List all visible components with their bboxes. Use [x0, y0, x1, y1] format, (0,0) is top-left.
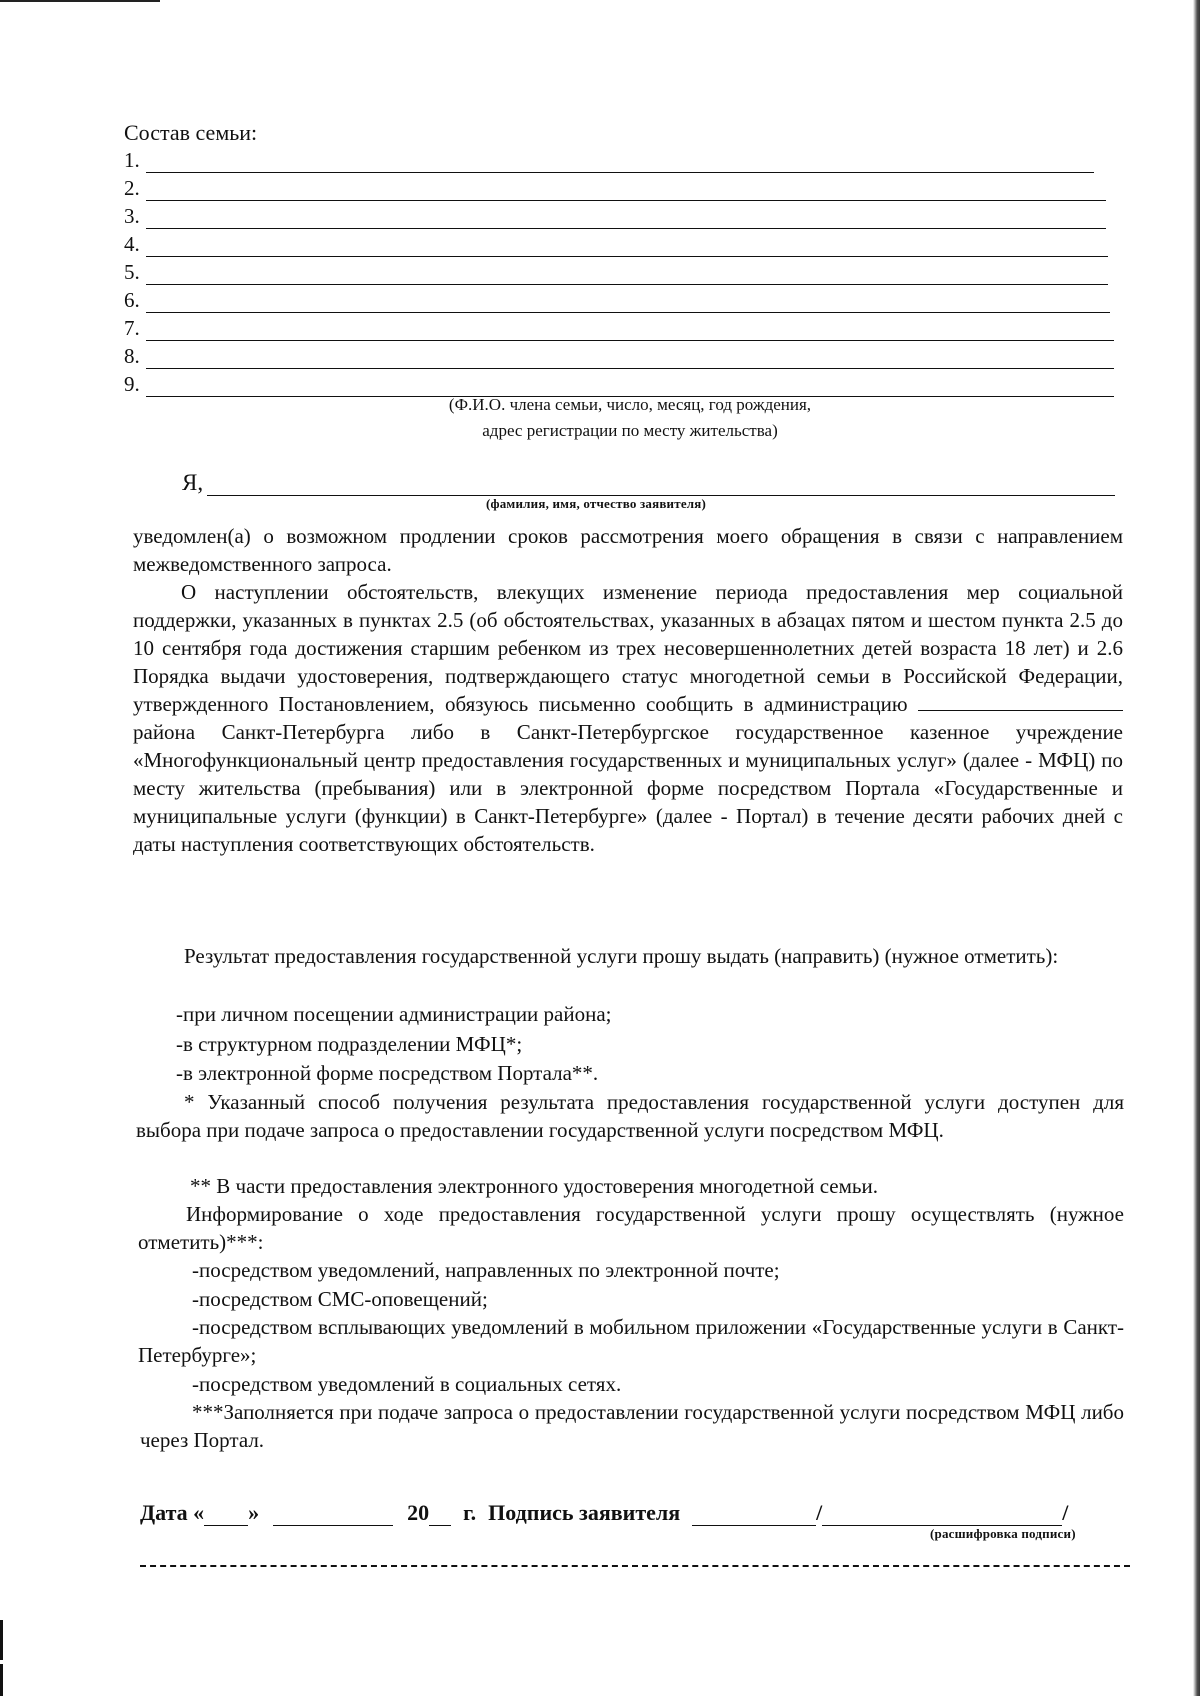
family-member-field[interactable]: [146, 264, 1108, 285]
family-section-title: Состав семьи:: [124, 120, 258, 145]
family-caption-line1: (Ф.И.О. члена семьи, число, месяц, год рождения,: [448, 395, 812, 414]
family-member-field[interactable]: [146, 236, 1108, 257]
scan-artifact-top: [0, 0, 160, 2]
family-member-row[interactable]: [124, 145, 1094, 173]
signature-slash: /: [816, 1500, 823, 1525]
option-sms[interactable]: -посредством СМС-оповещений;: [192, 1287, 488, 1311]
option-mfc[interactable]: -в структурном подразделении МФЦ*;: [176, 1032, 523, 1056]
paragraph-obligation: [133, 578, 1123, 858]
family-member-row[interactable]: [124, 285, 1110, 313]
row-number: 2.: [124, 176, 140, 200]
date-day-field[interactable]: [204, 1505, 248, 1526]
date-close-quote: »: [248, 1500, 260, 1525]
scan-artifact-left-edge: [0, 1664, 3, 1696]
scan-artifact-right-edge: [1193, 0, 1200, 1696]
family-member-row[interactable]: [124, 313, 1114, 341]
option-personal-visit[interactable]: -при личном посещении администрации района;: [176, 1002, 612, 1026]
family-member-row[interactable]: [124, 229, 1108, 257]
footnote-fill-condition: ***Заполняется при подаче запроса о предоставлении государственной услуги посредством МФЦ либо через Портал.: [140, 1400, 1124, 1452]
row-number: 7.: [124, 316, 140, 340]
option-portal[interactable]: -в электронной форме посредством Портала**.: [176, 1061, 599, 1085]
row-number: 3.: [124, 204, 140, 228]
option-push[interactable]: -посредством всплывающих уведомлений в мобильном приложении «Государственные услуги в Санкт-Петербурге»;: [138, 1315, 1124, 1367]
option-social[interactable]: -посредством уведомлений в социальных сетях.: [192, 1372, 622, 1396]
family-member-row[interactable]: [124, 201, 1106, 229]
footnote-electronic-certificate: ** В части предоставления электронного удостоверения многодетной семьи.: [190, 1174, 878, 1198]
applicant-prefix: Я,: [182, 470, 204, 495]
family-member-row[interactable]: [124, 173, 1106, 201]
row-number: 4.: [124, 232, 140, 256]
row-number: 8.: [124, 344, 140, 368]
paragraph-result-method: Результат предоставления государственной услуги прошу выдать (направить) (нужное отметить):: [184, 944, 1059, 968]
family-member-field[interactable]: [146, 180, 1106, 201]
signature-slash-end: /: [1062, 1500, 1069, 1525]
year-prefix: 20: [407, 1500, 430, 1525]
scan-artifact-left-edge: [0, 1620, 3, 1660]
row-number: 9.: [124, 372, 140, 396]
family-caption-line2: адрес регистрации по месту жительства): [482, 421, 778, 440]
paragraph-notification: уведомлен(а) о возможном продлении сроков рассмотрения моего обращения в связи с направлением межведомственного запроса.: [133, 524, 1123, 576]
applicant-caption: (фамилия, имя, отчество заявителя): [486, 496, 707, 511]
family-member-row[interactable]: [124, 257, 1108, 285]
family-member-field[interactable]: [146, 292, 1110, 313]
signature-field[interactable]: [692, 1505, 816, 1526]
signature-row: [140, 1500, 1130, 1526]
district-field[interactable]: [918, 692, 1123, 711]
paragraph-obligation-part1: О наступлении обстоятельств, влекущих изменение периода предоставления мер социальной поддержки, указанных в пунктах 2.5 (об обстоятельствах, указанных в абзацах пятом и шестом пункта 2.5 до 10 сентября года достижения старшим ребенком из трех несовершеннолетних детей возраста 18 лет) и 2.6 Порядка выдачи удостоверения, подтверждающего статус многодетной семьи в Российской Федерации, утвержденного Постановлением, обязуюсь письменно сообщить в администрацию: [133, 580, 1123, 716]
row-number: 5.: [124, 260, 140, 284]
paragraph-informing: Информирование о ходе предоставления государственной услуги прошу осуществлять (нужное отметить)***:: [138, 1202, 1124, 1254]
year-suffix: г.: [463, 1500, 477, 1525]
signature-label: Подпись заявителя: [488, 1500, 681, 1525]
applicant-row: [182, 470, 1115, 496]
signature-decode-caption: (расшифровка подписи): [930, 1526, 1076, 1541]
family-member-field[interactable]: [146, 208, 1106, 229]
cut-line: [140, 1565, 1130, 1567]
applicant-name-field[interactable]: [207, 473, 1115, 496]
row-number: 1.: [124, 148, 140, 172]
family-member-field[interactable]: [146, 152, 1094, 173]
option-email[interactable]: -посредством уведомлений, направленных по электронной почте;: [192, 1258, 780, 1282]
date-label: Дата «: [140, 1500, 205, 1525]
footnote-mfc: * Указанный способ получения результата предоставления государственной услуги доступен для выбора при подаче запроса о предоставлении государственной услуги посредством МФЦ.: [136, 1090, 1124, 1142]
family-member-row[interactable]: [124, 341, 1114, 369]
signature-decode-field[interactable]: [822, 1505, 1062, 1526]
family-member-field[interactable]: [146, 348, 1114, 369]
family-member-field[interactable]: [146, 320, 1114, 341]
row-number: 6.: [124, 288, 140, 312]
date-month-field[interactable]: [273, 1505, 393, 1526]
paragraph-obligation-part2: района Санкт-Петербурга либо в Санкт-Петербургское государственное казенное учреждение «Многофункциональный центр предоставления государственных и муниципальных услуг» (далее - МФЦ) по месту жительства (пребывания) или в электронной форме посредством Портала «Государственные и муниципальные услуги (функции) в Санкт-Петербурге» (далее - Портал) в течение десяти рабочих дней с даты наступления соответствующих обстоятельств.: [133, 720, 1123, 856]
year-field[interactable]: [429, 1505, 451, 1526]
